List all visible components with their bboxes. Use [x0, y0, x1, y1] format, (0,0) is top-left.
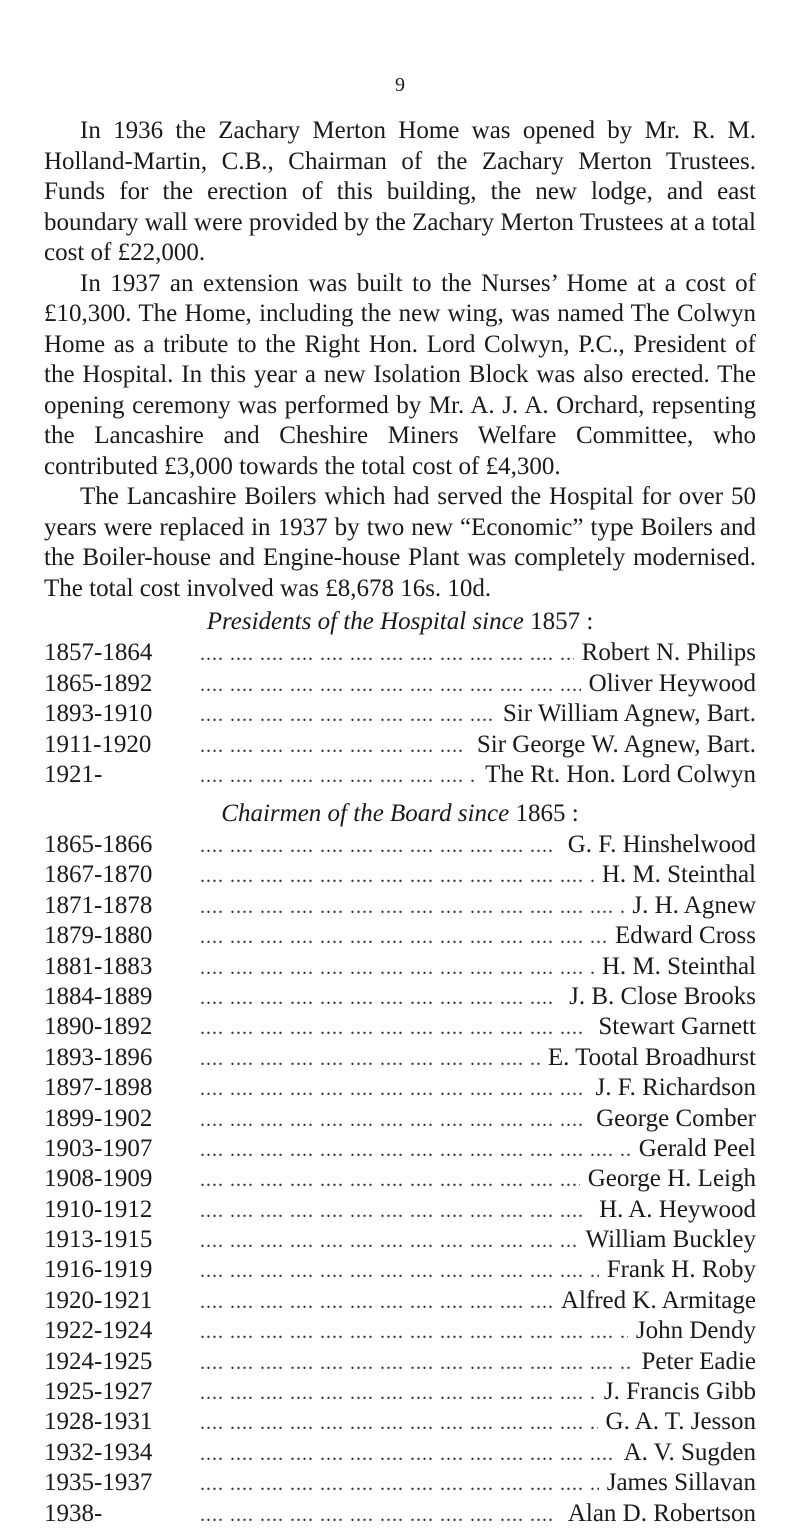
office-holder-name: James Sillavan — [599, 1468, 756, 1498]
dot-leader — [200, 1135, 631, 1164]
term-years: 1924-1925 — [44, 1347, 153, 1375]
term-years: 1920-1921 — [44, 1286, 153, 1314]
office-holder-name: Sir George W. Agnew, Bart. — [469, 730, 756, 761]
dot-leader — [200, 1500, 560, 1529]
dot-leader — [200, 761, 477, 791]
dot-leader — [200, 1348, 633, 1377]
presidents-heading-year: 1857 : — [523, 608, 594, 635]
dot-leader — [200, 670, 581, 700]
paragraph-zachary-merton-home: In 1936 the Zachary Merton Home was opened by Mr. R. M. Holland-Martin, C.B., Chairman of the Zachary Merton Trustees. Funds for the erection of this building, the new lodge, and east boundary wall were provided by the Zachary Merton Trustees at a total cost of £22,000. — [44, 117, 756, 266]
list-item — [44, 1316, 756, 1346]
list-item — [44, 1043, 756, 1073]
office-holder-name: Gerald Peel — [631, 1134, 756, 1164]
dot-leader — [200, 1226, 578, 1255]
office-holder-name: Edward Cross — [607, 921, 756, 951]
office-holder-name: H. M. Steinthal — [594, 860, 756, 890]
list-item — [44, 1499, 756, 1529]
office-holder-name: J. Francis Gibb — [596, 1377, 756, 1407]
dot-leader — [200, 639, 574, 669]
list-item — [44, 1255, 756, 1285]
list-item — [44, 1347, 756, 1377]
office-holder-name: Oliver Heywood — [581, 669, 756, 700]
office-holder-name: William Buckley — [578, 1225, 756, 1255]
presidents-heading — [0, 607, 800, 637]
office-holder-name: Frank H. Roby — [599, 1255, 756, 1285]
term-years: 1884-1889 — [44, 982, 153, 1010]
term-years: 1910-1912 — [44, 1195, 153, 1223]
term-years: 1903-1907 — [44, 1134, 153, 1162]
office-holder-name: G. F. Hinshelwood — [560, 830, 756, 860]
chairmen-list — [44, 830, 756, 1529]
dot-leader — [200, 1196, 591, 1225]
office-holder-name: Alfred K. Armitage — [553, 1286, 756, 1316]
paragraph-colwyn-home: In 1937 an extension was built to the Nurses’ Home at a cost of £10,300. The Home, including the new wing, was named The Colwyn Home as a tribute to the Right Hon. Lord Colwyn, P.C., President of the Hospital. In this year a new Isolation Block was also erected. The opening ceremony was performed by Mr. A. J. A. Orchard, repsenting the Lancashire and Cheshire Miners Welfare Committee, who contributed £3,000 towards the total cost of £4,300. — [44, 269, 756, 480]
dot-leader — [200, 861, 594, 890]
term-years: 1879-1880 — [44, 922, 153, 950]
list-item — [44, 891, 756, 921]
dot-leader — [200, 922, 607, 951]
office-holder-name: Sir William Agnew, Bart. — [495, 699, 756, 730]
paragraph-boilers: The Lancashire Boilers which had served the Hospital for over 50 years were replaced in 1937 by two new “Economic” type Boilers and the Boiler-house and Engine-house Plant was completely modernised. The total cost involved was £8,678 16s. 10d. — [44, 483, 756, 602]
dot-leader — [200, 700, 495, 730]
dot-leader — [200, 983, 561, 1012]
term-years: 1928-1931 — [44, 1408, 153, 1436]
dot-leader — [200, 1074, 588, 1103]
term-years: 1867-1870 — [44, 861, 153, 889]
dot-leader — [200, 892, 624, 921]
term-years: 1911-1920 — [44, 730, 152, 758]
dot-leader — [200, 1378, 596, 1407]
office-holder-name: The Rt. Hon. Lord Colwyn — [477, 760, 756, 791]
term-years: 1893-1910 — [44, 700, 153, 727]
list-item — [44, 1195, 756, 1225]
term-years: 1897-1898 — [44, 1074, 153, 1102]
dot-leader — [200, 1013, 590, 1042]
term-years: 1871-1878 — [44, 891, 153, 919]
dot-leader — [200, 1317, 628, 1346]
term-years: 1921- — [44, 761, 103, 788]
office-holder-name: Alan D. Robertson — [560, 1499, 756, 1529]
office-holder-name: J. B. Close Brooks — [561, 982, 756, 1012]
list-item — [44, 699, 756, 730]
list-item — [44, 730, 756, 761]
dot-leader — [200, 1408, 598, 1437]
term-years: 1935-1937 — [44, 1469, 153, 1497]
list-item — [44, 1407, 756, 1437]
presidents-heading-italic: Presidents of the Hospital since — [206, 608, 524, 635]
term-years: 1925-1927 — [44, 1378, 153, 1406]
list-item — [44, 952, 756, 982]
list-item — [44, 1073, 756, 1103]
chairmen-heading — [0, 799, 800, 829]
office-holder-name: J. F. Richardson — [588, 1073, 757, 1103]
list-item — [44, 669, 756, 700]
term-years: 1893-1896 — [44, 1043, 153, 1071]
list-item — [44, 1438, 756, 1468]
term-years: 1890-1892 — [44, 1013, 153, 1041]
page-number: 9 — [395, 74, 405, 96]
term-years: 1899-1902 — [44, 1104, 153, 1132]
history-text — [44, 116, 756, 604]
list-item — [44, 638, 756, 669]
list-item — [44, 860, 756, 890]
term-years: 1922-1924 — [44, 1317, 153, 1345]
office-holder-name: E. Tootal Broadhurst — [540, 1043, 756, 1073]
list-item — [44, 1134, 756, 1164]
office-holder-name: Stewart Garnett — [590, 1012, 756, 1042]
dot-leader — [200, 731, 469, 761]
office-holder-name: J. H. Agnew — [624, 891, 756, 921]
dot-leader — [200, 1165, 580, 1194]
office-holder-name: H. A. Heywood — [591, 1195, 756, 1225]
dot-leader — [200, 1469, 599, 1498]
term-years: 1932-1934 — [44, 1438, 153, 1466]
term-years: 1865-1892 — [44, 669, 153, 697]
office-holder-name: George Comber — [588, 1104, 756, 1134]
office-holder-name: John Dendy — [628, 1316, 756, 1346]
list-item — [44, 1104, 756, 1134]
office-holder-name: Robert N. Philips — [574, 638, 756, 669]
office-holder-name: A. V. Sugden — [616, 1438, 756, 1468]
list-item — [44, 1377, 756, 1407]
presidents-list — [44, 638, 756, 791]
term-years: 1865-1866 — [44, 831, 153, 858]
list-item — [44, 1164, 756, 1194]
dot-leader — [200, 1105, 588, 1134]
dot-leader — [200, 1044, 540, 1073]
dot-leader — [200, 1439, 616, 1468]
list-item — [44, 982, 756, 1012]
list-item — [44, 830, 756, 860]
office-holder-name: George H. Leigh — [580, 1164, 756, 1194]
term-years: 1938- — [44, 1499, 103, 1527]
office-holder-name: H. M. Steinthal — [594, 952, 756, 982]
list-item — [44, 921, 756, 951]
list-item — [44, 1468, 756, 1498]
chairmen-heading-italic: Chairmen of the Board since — [221, 800, 510, 827]
term-years: 1857-1864 — [44, 639, 153, 666]
dot-leader — [200, 1287, 553, 1316]
term-years: 1916-1919 — [44, 1256, 153, 1284]
list-item — [44, 760, 756, 791]
list-item — [44, 1286, 756, 1316]
dot-leader — [200, 1256, 599, 1285]
dot-leader — [200, 953, 594, 982]
list-item — [44, 1012, 756, 1042]
office-holder-name: G. A. T. Jesson — [598, 1407, 756, 1437]
term-years: 1908-1909 — [44, 1165, 153, 1193]
term-years: 1881-1883 — [44, 952, 153, 980]
chairmen-heading-year: 1865 : — [509, 800, 579, 827]
office-holder-name: Peter Eadie — [633, 1347, 756, 1377]
dot-leader — [200, 831, 560, 860]
term-years: 1913-1915 — [44, 1226, 153, 1254]
list-item — [44, 1225, 756, 1255]
